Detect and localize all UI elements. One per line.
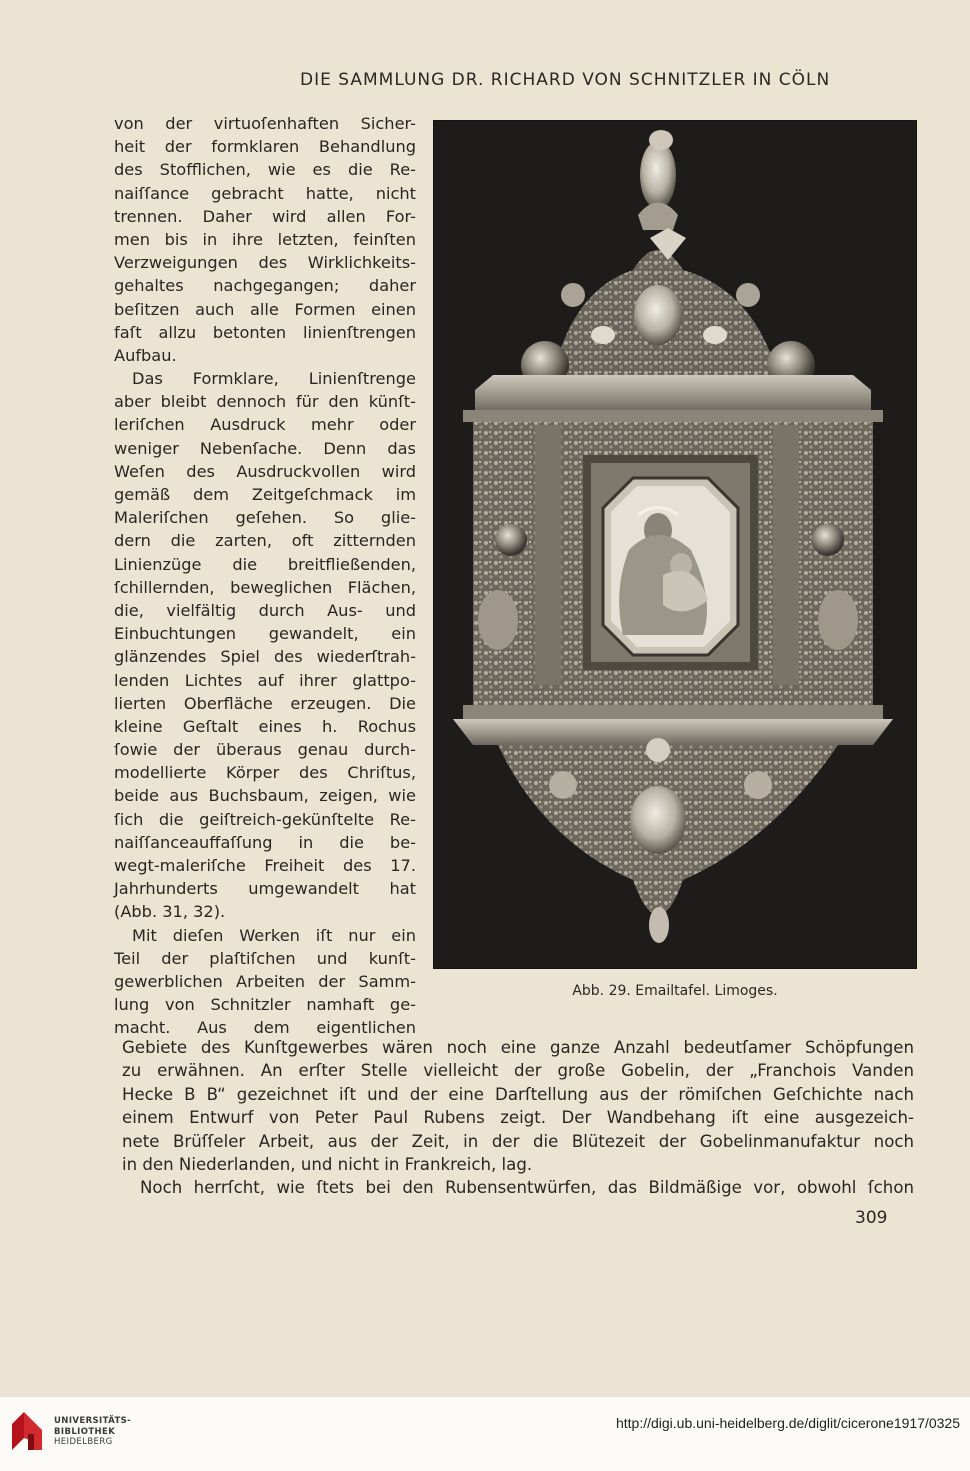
digitization-footer — [0, 1397, 970, 1471]
text-line: ſowie der überaus genau durch- — [114, 740, 416, 760]
text-line: beſitzen auch alle Formen einen — [114, 299, 416, 319]
text-column — [114, 112, 416, 1040]
full-width-text — [122, 1036, 914, 1200]
text-line: leriſchen Ausdruck mehr oder — [114, 415, 416, 435]
text-line: Weſen des Ausdruckvollen wird — [114, 461, 416, 481]
text-line: lenden Lichtes auf ihrer glattpo- — [114, 670, 416, 690]
text-line: men bis in ihre letzten, feinſten — [114, 229, 416, 249]
text-line: modellierte Körper des Chriſtus, — [114, 763, 416, 783]
text-line: des Stofflichen, wie es die Re- — [114, 160, 416, 180]
text-line: lierten Oberfläche erzeugen. Die — [114, 693, 416, 713]
text-line: (Abb. 31, 32). — [114, 902, 226, 922]
text-line: aber bleibt dennoch für den künſt- — [114, 392, 416, 412]
text-line: von der virtuoſenhaften Sicher- — [114, 114, 416, 133]
text-line: beide aus Buchsbaum, zeigen, wie — [114, 786, 416, 806]
figure-caption: Abb. 29. Emailtafel. Limoges. — [572, 983, 778, 999]
text-line: Maleriſchen geſehen. So glie- — [114, 508, 416, 528]
text-line: zu erwähnen. An erſter Stelle vielleicht der große Gobelin, der „Franchois Vanden — [122, 1061, 914, 1081]
text-line: kleine Geſtalt eines h. Rochus — [114, 716, 416, 736]
text-line: nete Brüſſeler Arbeit, aus der Zeit, in der die Blütezeit der Gobelinmanufaktur noch — [122, 1131, 914, 1151]
text-line: ſich die geiſtreich-gekünſtelte Re- — [114, 809, 416, 829]
library-name-line: HEIDELBERG — [54, 1437, 113, 1447]
text-line: wegt-maleriſche Freiheit des 17. — [114, 856, 416, 875]
text-line: naiſſanceauffaſſung in die be- — [114, 832, 416, 852]
text-line: Linienzüge die breitfließenden, — [114, 554, 416, 574]
figure-enamel-plaque-photo — [433, 120, 917, 969]
text-line: gehaltes nachgegangen; daher — [114, 276, 416, 296]
text-line: naiſſance gebracht hatte, nicht — [114, 183, 416, 203]
text-line: Aufbau. — [114, 345, 177, 365]
text-line: trennen. Daher wird allen For- — [114, 206, 416, 226]
text-line: macht. Aus dem eigentlichen — [114, 1018, 416, 1038]
library-name — [54, 1416, 131, 1448]
text-line: einem Entwurf von Peter Paul Rubens zeigt. Der Wandbehang iſt eine ausgezeich- — [122, 1108, 914, 1128]
university-library-logo-icon — [10, 1410, 44, 1452]
text-line: lung von Schnitzler namhaft ge- — [114, 995, 416, 1015]
text-line: Gebiete des Kunſtgewerbes wären noch eine ganze Anzahl bedeutſamer Schöpfungen — [122, 1038, 914, 1057]
text-line: die, vielfältig durch Aus- und — [114, 600, 416, 620]
text-line: Teil der plaſtiſchen und kunſt- — [114, 948, 416, 968]
library-name-line: UNIVERSITÄTS- — [54, 1416, 132, 1426]
text-line: gewerblichen Arbeiten der Samm- — [114, 971, 416, 991]
text-line: Mit dieſen Werken iſt nur ein — [132, 925, 416, 945]
text-line: heit der formklaren Behandlung — [114, 137, 416, 157]
text-line: weniger Nebenſache. Denn das — [114, 438, 416, 458]
text-line: Verzweigungen des Wirklichkeits- — [114, 253, 416, 273]
text-line: dern die zarten, oft zitternden — [114, 531, 416, 551]
text-line: Hecke B B“ gezeichnet iſt und der eine Darſtellung aus der römiſchen Geſchichte nach — [122, 1084, 914, 1104]
text-line: in den Niederlanden, und nicht in Frankreich, lag. — [122, 1154, 533, 1174]
library-name-line: BIBLIOTHEK — [54, 1426, 116, 1437]
text-line: gemäß dem Zeitgeſchmack im — [114, 485, 416, 504]
text-line: Jahrhunderts umgewandelt hat — [114, 879, 416, 899]
page-number: 309 — [855, 1208, 888, 1228]
text-line: Das Formklare, Linienſtrenge — [132, 369, 416, 389]
text-line: Einbuchtungen gewandelt, ein — [114, 624, 416, 644]
running-head: DIE SAMMLUNG DR. RICHARD VON SCHNITZLER IN CÖLN — [300, 70, 831, 90]
text-line: Noch herrſcht, wie ſtets bei den Rubensentwürfen, das Bildmäßige vor, obwohl ſchon — [140, 1178, 914, 1198]
text-line: glänzendes Spiel des wiederſtrah- — [114, 647, 416, 667]
source-url-link[interactable]: http://digi.ub.uni-heidelberg.de/diglit/cicerone1917/0325 — [615, 1415, 960, 1431]
text-line: faſt allzu betonten linienſtrengen — [114, 322, 416, 342]
text-line: ſchillernden, beweglichen Flächen, — [114, 577, 416, 597]
enamel-plaque-illustration — [433, 120, 917, 969]
